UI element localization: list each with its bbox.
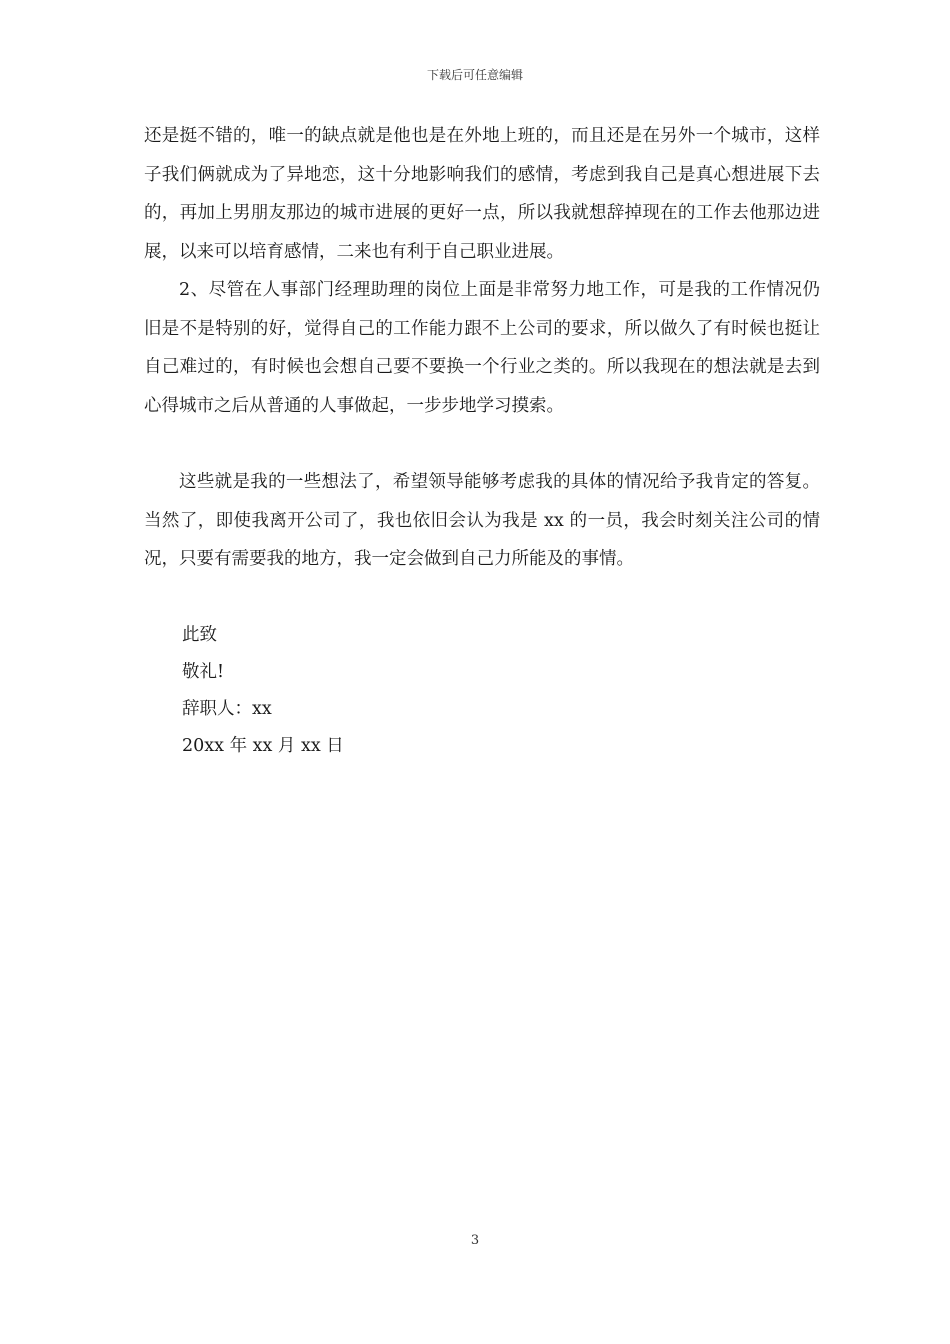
page-header: 下载后可任意编辑 xyxy=(426,68,523,82)
page-number: 3 xyxy=(470,1233,480,1248)
closing-regards: 敬礼! xyxy=(182,661,225,682)
paragraph-spacer xyxy=(144,425,820,463)
resigner-line: 辞职人：xx xyxy=(182,698,272,719)
closing-salutation: 此致 xyxy=(182,624,217,645)
document-body xyxy=(144,117,820,765)
closing-block xyxy=(144,617,820,765)
date-line: 20xx 年 xx 月 xx 日 xyxy=(182,735,344,756)
paragraph-spacer xyxy=(144,579,820,617)
body-paragraph-2: 2、尽管在人事部门经理助理的岗位上面是非常努力地工作，可是我的工作情况仍旧是不是特别的好，觉得自己的工作能力跟不上公司的要求，所以做久了有时候也挺让自己难过的，有时候也会想自己要不要换一个行业之类的。所以我现在的想法就是去到心得城市之后从普通的人事做起，一步步地学习摸索。 xyxy=(144,280,820,416)
body-paragraph-1: 还是挺不错的，唯一的缺点就是他也是在外地上班的，而且还是在另外一个城市，这样子我们俩就成为了异地恋，这十分地影响我们的感情，考虑到我自己是真心想进展下去的，再加上男朋友那边的城市进展的更好一点，所以我就想辞掉现在的工作去他那边进展，以来可以培育感情，二来也有利于自己职业进展。 xyxy=(144,126,820,262)
body-paragraph-3: 这些就是我的一些想法了，希望领导能够考虑我的具体的情况给予我肯定的答复。当然了，即使我离开公司了，我也依旧会认为我是 xx 的一员，我会时刻关注公司的情况，只要有需要我的地方，我一定会做到自己力所能及的事情。 xyxy=(144,472,820,569)
